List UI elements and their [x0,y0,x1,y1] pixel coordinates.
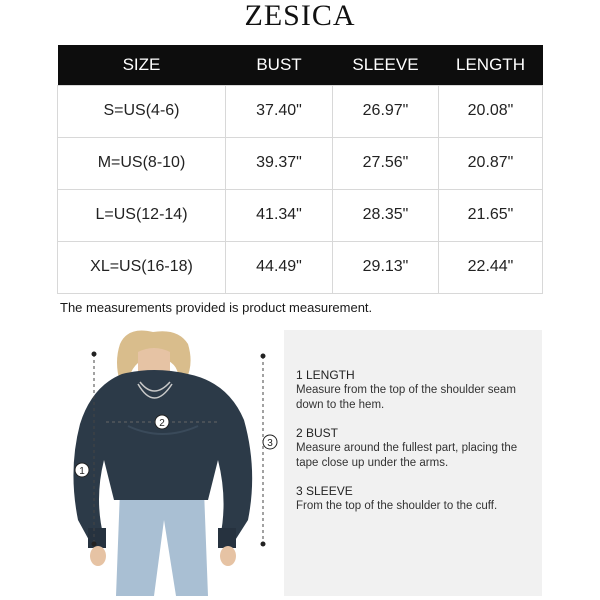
guide-sleeve [296,484,542,514]
length-cell: 22.44" [439,241,543,293]
hand-left [90,546,106,566]
bust-cell: 41.34" [226,189,333,241]
brand-logo: ZESICA [244,0,356,32]
table-row [58,189,543,241]
marker-2-label: 2 [159,418,165,429]
header-size: SIZE [58,45,226,85]
sweater-illustration [58,330,280,596]
length-cell: 20.87" [439,137,543,189]
sleeve-cell: 27.56" [333,137,439,189]
bust-cell: 39.37" [226,137,333,189]
guide-bust [296,426,542,471]
bust-cell: 37.40" [226,85,333,137]
cuff-left [88,528,106,548]
header-length: LENGTH [439,45,543,85]
guide-title: 1 LENGTH [296,368,355,382]
size-cell: S=US(4-6) [58,85,226,137]
table-row [58,241,543,293]
header-sleeve: SLEEVE [333,45,439,85]
guide-length [296,368,542,413]
bust-cell: 44.49" [226,241,333,293]
measurement-guide-panel [284,330,542,596]
hand-right [220,546,236,566]
sleeve-cell: 29.13" [333,241,439,293]
sleeve-cell: 28.35" [333,189,439,241]
sleeve-cell: 26.97" [333,85,439,137]
size-cell: XL=US(16-18) [58,241,226,293]
size-cell: L=US(12-14) [58,189,226,241]
marker-3-label: 3 [267,438,273,449]
length-cell: 21.65" [439,189,543,241]
jeans-shape [116,490,208,596]
size-cell: M=US(8-10) [58,137,226,189]
header-bust: BUST [226,45,333,85]
marker-1-label: 1 [79,466,85,477]
guide-description: Measure around the fullest part, placing the tape close up under the arms. [296,442,518,469]
guide-title: 3 SLEEVE [296,484,353,498]
model-photo [58,330,280,596]
guide-description: From the top of the shoulder to the cuff. [296,500,498,512]
table-row [58,137,543,189]
measurement-note: The measurements provided is product measurement. [60,300,373,315]
guide-title: 2 BUST [296,426,339,440]
table-row [58,85,543,137]
guide-description: Measure from the top of the shoulder seam down to the hem. [296,384,516,411]
size-chart-table [57,45,543,294]
length-cell: 20.08" [439,85,543,137]
cuff-right [218,528,236,548]
table-header-row [58,45,543,85]
